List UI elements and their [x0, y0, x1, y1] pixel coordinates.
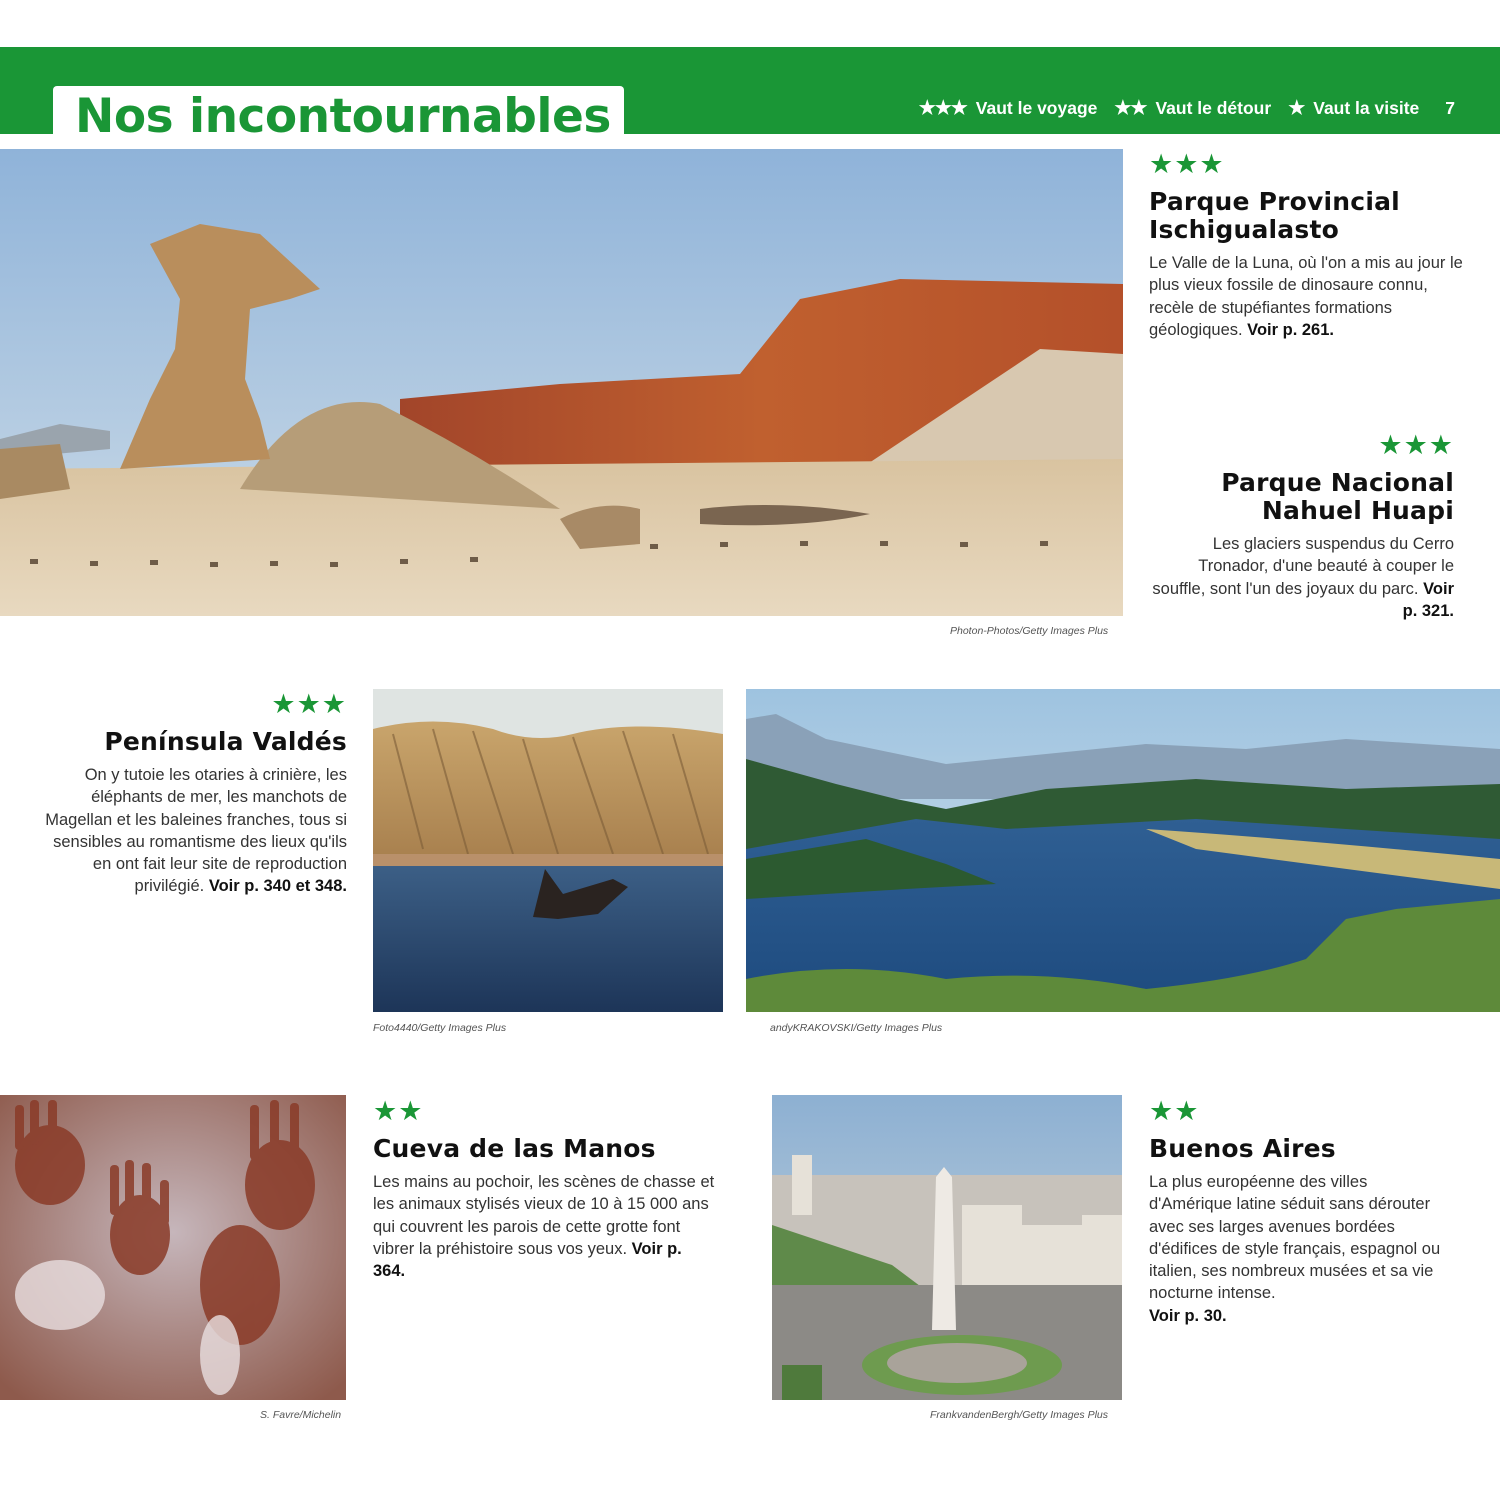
- entry-body: Les mains au pochoir, les scènes de chasse et les animaux stylisés vieux de 10 à 15 000 ans qui couvrent les parois de cette grotte font vibrer la préhistoire sous vos yeux. Voir p. 364.: [373, 1173, 715, 1281]
- entry-cueva-de-las-manos: [373, 1097, 718, 1282]
- photo-ischigualasto: [0, 149, 1123, 616]
- legend-label: Vaut la visite: [1313, 98, 1420, 118]
- photo-cave-hands: [0, 1095, 346, 1400]
- legend-item-2-stars: [1114, 97, 1271, 120]
- page-reference: Voir p. 30.: [1149, 1306, 1227, 1325]
- one-star-icon: ★: [1288, 98, 1305, 119]
- entry-nahuel-huapi: [1150, 431, 1454, 622]
- photo-lake: [746, 689, 1500, 1012]
- page-reference: Voir p. 321.: [1402, 579, 1454, 620]
- legend-item-1-star: [1288, 97, 1419, 120]
- entry-body: La plus européenne des villes d'Amérique latine séduit sans dérouter avec ses larges avenues bordées d'édifices de style français, espagnol ou italien, ses nombreux musées et sa vie nocturne intense. Voir p. 30.: [1149, 1171, 1449, 1327]
- entry-peninsula-valdes: [36, 690, 347, 898]
- three-stars-icon: ★★★: [918, 98, 967, 119]
- page-number: 7: [1445, 98, 1455, 118]
- entry-title: Parque Nacional Nahuel Huapi: [1221, 468, 1454, 525]
- entry-body: On y tutoie les otaries à crinière, les éléphants de mer, les manchots de Magellan et les baleines franches, tous si sensibles au romantisme des lieux qu'ils en ont fait leur site de reproduction privilégié. Voir p. 340 et 348.: [45, 766, 347, 896]
- page-reference: Voir p. 261.: [1247, 320, 1334, 339]
- page-reference: Voir p. 364.: [373, 1239, 682, 1281]
- page-reference: Voir p. 340 et 348.: [208, 877, 347, 896]
- photo-credit: Photon-Photos/Getty Images Plus: [950, 625, 1109, 637]
- entry-ischigualasto: [1149, 150, 1469, 341]
- legend-label: Vaut le voyage: [975, 98, 1098, 118]
- entry-body: Le Valle de la Luna, où l'on a mis au jour le plus vieux fossile de dinosaure connu, recèle de stupéfiantes formations géologiques. Voir p. 261.: [1149, 254, 1463, 339]
- page-title: Nos incontournables: [75, 89, 611, 144]
- photo-credit: andyKRAKOVSKI/Getty Images Plus: [770, 1022, 943, 1034]
- entry-title: Península Valdés: [104, 727, 347, 756]
- entry-title: Buenos Aires: [1149, 1134, 1336, 1163]
- entry-buenos-aires: [1149, 1097, 1449, 1327]
- two-stars-icon: ★★: [1114, 98, 1147, 119]
- legend-item-3-stars: [919, 97, 1098, 120]
- photo-credit: Foto4440/Getty Images Plus: [373, 1022, 507, 1034]
- photo-buenos-aires: [772, 1095, 1122, 1400]
- legend-label: Vaut le détour: [1155, 98, 1272, 118]
- three-stars-icon: ★★★: [271, 689, 347, 719]
- photo-credit: FrankvandenBergh/Getty Images Plus: [930, 1409, 1109, 1421]
- entry-title: Parque Provincial Ischigualasto: [1149, 187, 1400, 244]
- three-stars-icon: ★★★: [1378, 430, 1454, 460]
- star-legend: [919, 97, 1455, 120]
- three-stars-icon: ★★★: [1149, 149, 1225, 179]
- entry-body: Les glaciers suspendus du Cerro Tronador, d'une beauté à couper le souffle, sont l'un des joyaux du parc. Voir p. 321.: [1152, 535, 1454, 620]
- two-stars-icon: ★★: [373, 1096, 424, 1126]
- two-stars-icon: ★★: [1149, 1096, 1200, 1126]
- photo-whale: [373, 689, 723, 1012]
- photo-credit: S. Favre/Michelin: [260, 1409, 342, 1421]
- entry-title: Cueva de las Manos: [373, 1134, 656, 1163]
